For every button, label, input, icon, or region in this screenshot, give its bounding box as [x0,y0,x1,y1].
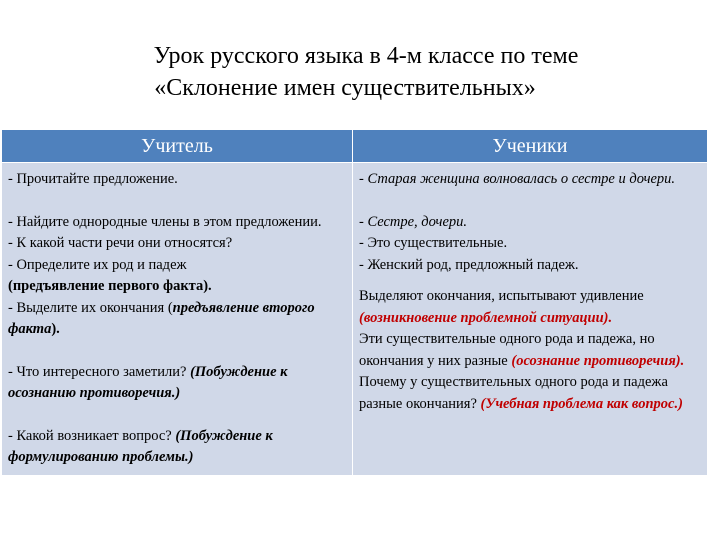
student-line [359,169,703,191]
table-header-row [2,130,708,163]
highlight-segment: (осознание противоречия). [511,352,685,369]
lesson-table [1,129,708,476]
student-line [359,329,703,372]
text-segment: - Выделите их окончания ( [8,299,173,316]
italic-segment: - Старая женщина волновалась о сестре и дочери. [359,171,676,187]
students-cell [353,163,708,476]
text-segment: - Какой возникает вопрос? [8,427,176,444]
student-line [359,286,703,329]
teacher-line: - Найдите однородные члены в этом предложении. [8,213,322,230]
teacher-line: - К какой части речи они относятся? [8,235,233,251]
text-segment: Выделяют окончания, испытывают удивление [359,288,644,304]
student-line: - Это существительные. [359,235,508,251]
teacher-line: - Прочитайте предложение. [8,171,178,187]
text-segment: Эти существительные одного рода и падежа, но окончания у них разные [359,331,655,369]
title-line-1: Урок русского языка в 4-м классе по теме [153,43,579,69]
table-row [2,163,708,476]
slide-title [0,40,720,104]
teacher-cell [2,163,353,476]
teacher-line [8,298,348,341]
teacher-line [8,426,348,469]
teacher-line: (предъявление первого факта). [8,278,212,294]
emphasis-segment: (Побуждение к осознанию противоречия.) [8,363,288,401]
italic-segment: - Сестре, дочери. [359,213,467,230]
text-segment: ). [51,321,60,337]
title-line-2: «Склонение имен существительных» [154,75,536,101]
text-segment: Почему у существительных одного рода и падежа разные окончания? [359,374,668,412]
student-line [359,212,703,234]
emphasis-segment: (Побуждение к формулированию проблемы.) [8,427,273,465]
text-segment: - Что интересного заметили? [8,363,191,380]
teacher-line: - Определите их род и падеж [8,256,187,273]
emphasis-segment: предъявление второго факта [8,299,315,337]
student-line: - Женский род, предложный падеж. [359,256,579,273]
teacher-line [8,362,348,405]
highlight-segment: (Учебная проблема как вопрос.) [480,395,683,412]
header-students: Ученики [353,130,708,163]
highlight-segment: (возникновение проблемной ситуации). [359,309,613,326]
student-line [359,372,703,415]
header-teacher: Учитель [2,130,353,163]
